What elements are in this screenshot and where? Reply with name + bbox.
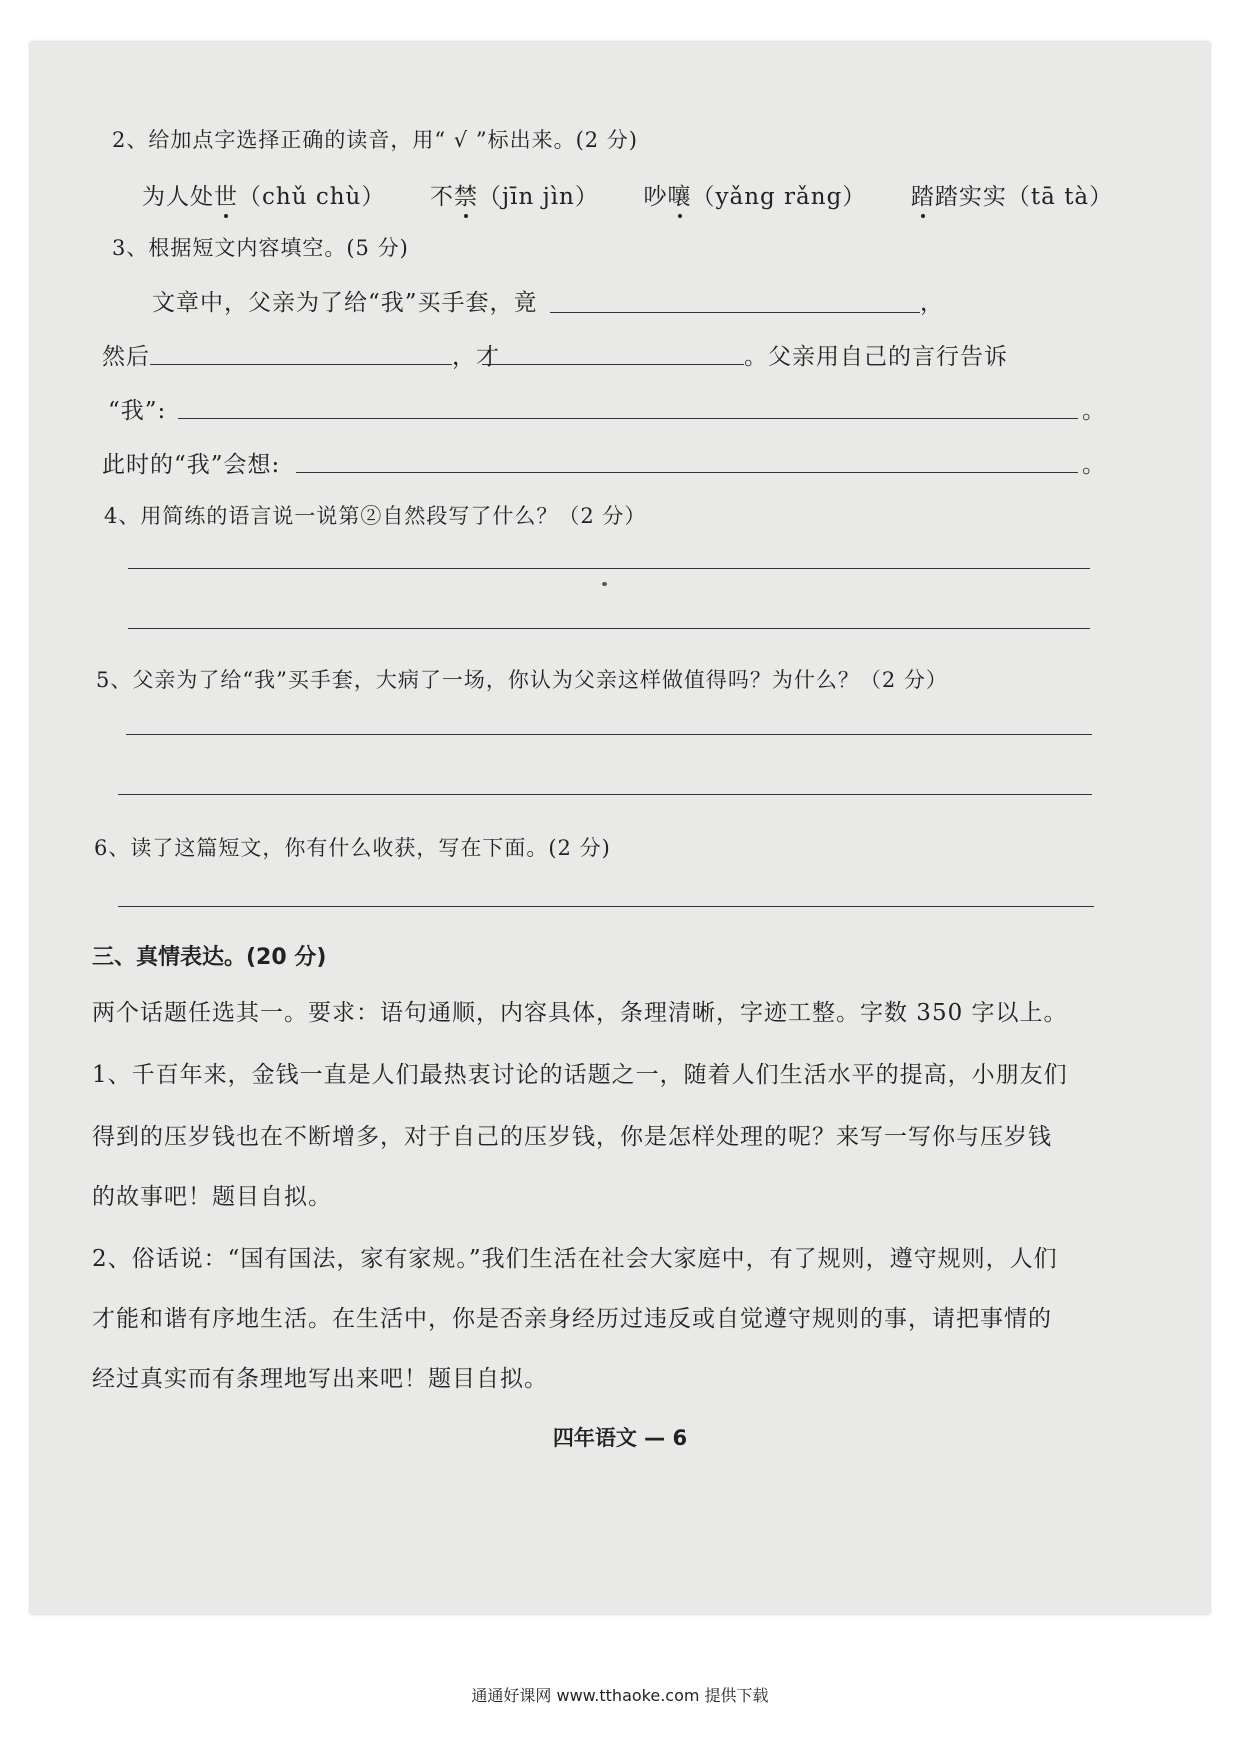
section-3-requirement: 两个话题任选其一。要求：语句通顺，内容具体，条理清晰，字迹工整。字数 350 字以上。: [92, 1000, 1068, 1026]
q3-blank-4[interactable]: [178, 418, 1078, 419]
question-4-title: 4、用简练的语言说一说第②自然段写了什么？（2 分）: [104, 504, 647, 528]
question-6-title: 6、读了这篇短文，你有什么收获，写在下面。(2 分): [94, 836, 611, 860]
q3-line1-suffix: ，: [920, 290, 944, 316]
q5-answer-line-1[interactable]: [126, 734, 1092, 735]
footer-watermark: 通通好课网 www.tthaoke.com 提供下载: [471, 1686, 769, 1705]
q6-answer-line[interactable]: [118, 906, 1094, 907]
pinyin-item-2: 不禁（jīn jìn）: [430, 184, 599, 210]
exam-sheet: [30, 42, 1210, 1614]
q3-line2-suffix: 。父亲用自己的言行告诉: [744, 344, 1008, 370]
topic-1-line-3: 的故事吧！题目自拟。: [92, 1184, 332, 1210]
q3-line3-suffix: 。: [1082, 398, 1106, 424]
question-5-title: 5、父亲为了给“我”买手套，大病了一场，你认为父亲这样做值得吗？为什么？（2 分）: [96, 668, 948, 692]
pinyin-item-3: 吵嚷（yǎng rǎng）: [644, 184, 867, 210]
q5-answer-line-2[interactable]: [118, 794, 1092, 795]
section-3-heading: 三、真情表达。(20 分): [92, 945, 327, 970]
question-2-title: 2、给加点字选择正确的读音，用“ √ ”标出来。(2 分): [112, 128, 638, 152]
q3-line4-suffix: 。: [1082, 452, 1106, 478]
q3-line2-mid: ，才: [452, 344, 500, 370]
page-label: 四年语文 — 6: [552, 1426, 688, 1450]
q3-line3-prefix: “我”:: [108, 398, 167, 424]
q3-line1-prefix: 文章中，父亲为了给“我”买手套，竟: [152, 290, 538, 316]
topic-1-line-1: 1、千百年来，金钱一直是人们最热衷讨论的话题之一，随着人们生活水平的提高，小朋友们: [92, 1062, 1068, 1088]
pinyin-item-4: 踏踏实实（tā tà）: [911, 184, 1113, 210]
q3-line4-prefix: 此时的“我”会想:: [102, 452, 281, 478]
question-2-items: [142, 178, 1113, 211]
topic-2-line-2: 才能和谐有序地生活。在生活中，你是否亲身经历过违反或自觉遵守规则的事，请把事情的: [92, 1306, 1052, 1332]
q4-answer-line-1[interactable]: [128, 568, 1090, 569]
q3-blank-1[interactable]: [550, 312, 920, 313]
topic-2-line-1: 2、俗话说：“国有国法，家有家规。”我们生活在社会大家庭中，有了规则，遵守规则，人们: [92, 1246, 1058, 1272]
q3-line2-prefix: 然后: [102, 344, 150, 370]
q3-blank-5[interactable]: [296, 472, 1078, 473]
q3-blank-3[interactable]: [482, 364, 744, 365]
topic-1-line-2: 得到的压岁钱也在不断增多，对于自己的压岁钱，你是怎样处理的呢？来写一写你与压岁钱: [92, 1124, 1052, 1150]
topic-2-line-3: 经过真实而有条理地写出来吧！题目自拟。: [92, 1366, 548, 1392]
q3-blank-2[interactable]: [150, 364, 452, 365]
q4-answer-line-2[interactable]: [128, 628, 1090, 629]
pinyin-item-1: 为人处世（chǔ chù）: [142, 184, 385, 210]
ink-speck: [602, 582, 607, 586]
question-3-title: 3、根据短文内容填空。(5 分): [112, 236, 409, 260]
